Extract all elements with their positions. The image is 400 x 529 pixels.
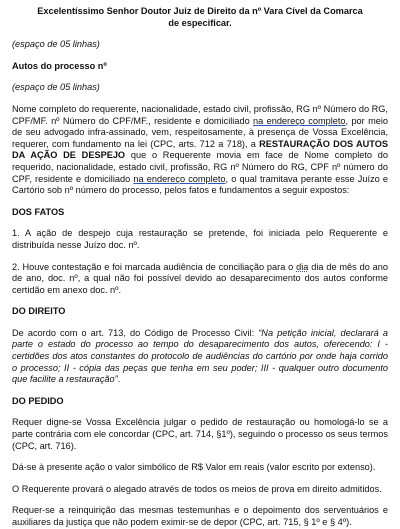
facts-heading: DOS FATOS <box>12 206 65 217</box>
intro-text-2: , por meio de seu advogado infra-assinado, vem, respeitosamente, à presença de Vossa Excelência, requerer, com fundamento na lei (CPC, arts. 712 a 718), a <box>12 115 388 149</box>
request-paragraph-4: Requer-se a reinquirição das mesmas testemunhas e o depoimento dos serventuários e auxiliares da justiça que não podem eximir-se de depor (CPC, art. 715, § 1º e § 4º). <box>12 505 388 527</box>
request-paragraph-1: Requer digne-se Vossa Excelência julgar o pedido de restauração ou homologá-lo se a parte contrária com ele concordar (CPC, art. 714, §1º), seguindo o processo os seus termos (CPC, art. 716). <box>12 417 388 451</box>
spacing-note-1: (espaço de 05 linhas) <box>12 39 100 50</box>
intro-text-3: que o Requerente movia em face de Nome completo do requerido, nacionalidade, estado civil, profissão, RG nº Número do RG, CPF nº número do CPF, residente e domiciliado <box>12 150 389 184</box>
intro-text-1: Nome completo do requerente, nacionalidade, estado civil, profissão, RG nº Número do RG, CPF/MF. nº Número do CPF/MF., residente e domiciliado <box>12 103 388 126</box>
request-paragraph-2: Dá-se à presente ação o valor simbólico de R$ Valor em reais (valor escrito por extenso). <box>12 462 376 473</box>
facts-paragraph-1: 1. A ação de despejo cuja restauração se pretende, foi iniciada pelo Requerente e distribuída nesse Juízo doc. nº. <box>12 228 388 250</box>
request-heading: DO PEDIDO <box>12 395 64 406</box>
request-paragraph-3: O Requerente provará o alegado através de todos os meios de prova em direito admitidos. <box>12 483 382 494</box>
restoration-request: RESTAURAÇÃO DOS AUTOS DA AÇÃO DE DESPEJO <box>12 138 388 161</box>
address-placeholder-1: na endereço completo <box>253 115 346 126</box>
facts-p2-day: dia <box>296 261 309 272</box>
facts-p2-text-2: dia de mês do ano de ano, doc. nº, a qual não foi possível devido ao desaparecimento dos autos conforme certidão em anexo doc. nº. <box>12 261 388 295</box>
autos-heading: Autos do processo nº <box>12 60 107 71</box>
title-line-2: de especificar. <box>168 17 232 28</box>
law-paragraph <box>12 328 388 386</box>
facts-p2-text-1: 2. Houve contestação e foi marcada audiência de conciliação para o <box>12 261 297 272</box>
law-text: De acordo com o art. 713, do Código de Processo Civil: <box>12 327 259 338</box>
address-placeholder-2: na endereço completo <box>133 173 226 184</box>
spacing-note-2: (espaço de 05 linhas) <box>12 82 100 93</box>
law-quote: “Na petição inicial, declarará a parte o estado do processo ao tempo do desaparecimento dos autos, oferecendo: I - certidões dos atos constantes do protocolo de audiências do cartório por onde haja corrido o processo; II - cópia das peças que tenha em seu poder; III - qualquer outro documento que facilite a restauração” <box>12 327 388 385</box>
document-title <box>12 6 388 29</box>
intro-text-4: , o qual tramitava perante esse Juízo e Cartório sob nº número do processo, pelos fatos e fundamentos a seguir expostos: <box>12 173 388 196</box>
intro-paragraph <box>12 104 388 197</box>
law-text-end: . <box>117 374 121 385</box>
law-heading: DO DIREITO <box>12 306 66 317</box>
title-line-1: Excelentíssimo Senhor Doutor Juiz de Direito da nº Vara Cível da Comarca <box>37 6 363 16</box>
facts-paragraph-2 <box>12 262 388 297</box>
